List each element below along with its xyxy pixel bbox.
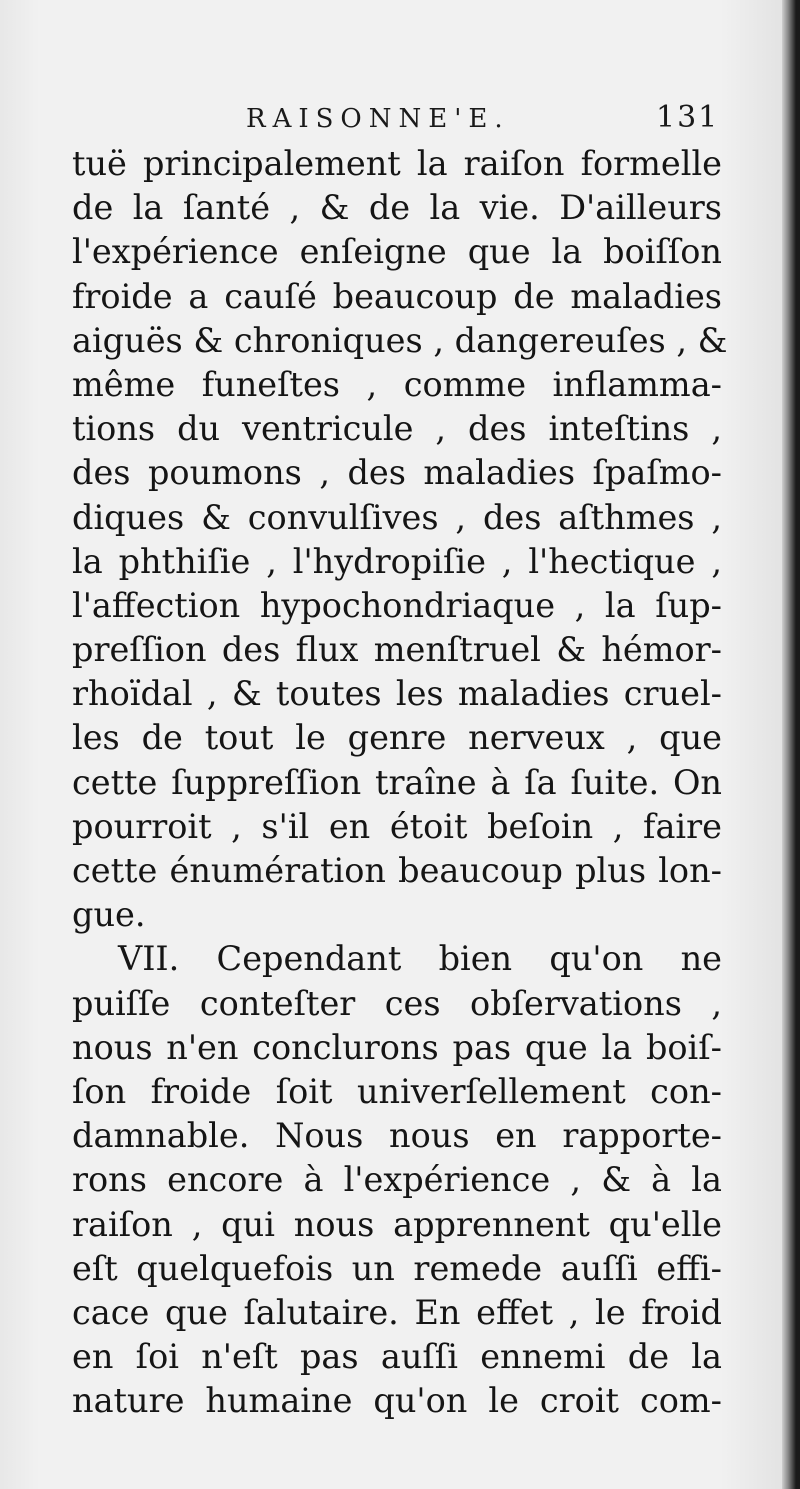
text-line: en ſoi n'eſt pas auſſi ennemi de la [72, 1337, 722, 1377]
page-edge-shadow [782, 0, 800, 1489]
running-head: RAISONNE'E. [246, 104, 510, 134]
page-header [0, 100, 782, 140]
text-line: nature humaine qu'on le croit com- [72, 1381, 722, 1421]
page-number: 131 [656, 100, 720, 135]
text-line: froide a cauſé beaucoup de maladies [72, 276, 722, 316]
body-text [72, 142, 728, 1423]
text-line: eſt quelquefois un remede auſſi effi- [72, 1248, 722, 1288]
text-line: nous n'en conclurons pas que la boiſ- [72, 1027, 722, 1067]
text-line: les de tout le genre nerveux , que [72, 718, 722, 758]
text-line: VII. Cependant bien qu'on ne [118, 939, 722, 979]
text-line: même funeſtes , comme inflamma- [72, 364, 722, 404]
text-line: diques & convulſives , des aſthmes , [72, 497, 722, 537]
text-line: raiſon , qui nous apprennent qu'elle [72, 1204, 722, 1244]
text-line: tuë principalement la raiſon formelle [72, 144, 722, 183]
text-line: gue. [72, 895, 146, 935]
text-line: ſon froide ſoit univerſellement con- [72, 1071, 722, 1111]
text-line: aiguës & chroniques , dangereuſes , & [72, 320, 728, 360]
text-line: preſſion des flux menſtruel & hémor- [72, 630, 722, 670]
text-line: puiſſe conteſter ces obſervations , [72, 983, 722, 1023]
text-line: rhoïdal , & toutes les maladies cruel- [72, 674, 722, 714]
text-line: la phthiſie , l'hydropiſie , l'hectique , [72, 541, 722, 581]
text-line: cette énumération beaucoup plus lon- [72, 851, 722, 890]
text-line: damnable. Nous nous en rapporte- [72, 1116, 722, 1156]
text-line: des poumons , des maladies ſpaſmo- [72, 453, 722, 493]
text-line: tions du ventricule , des inteſtins , [72, 409, 722, 449]
text-line: l'affection hypochondriaque , la ſup- [72, 585, 722, 625]
text-line: l'expérience enſeigne que la boiſſon [72, 232, 722, 272]
text-line: cette ſuppreſſion traîne à ſa ſuite. On [72, 762, 722, 802]
text-line: rons encore à l'expérience , & à la [72, 1160, 722, 1200]
text-line: pourroit , s'il en étoit beſoin , faire [72, 806, 722, 846]
text-line: de la ſanté , & de la vie. D'ailleurs [72, 188, 722, 228]
text-line: cace que ſalutaire. En effet , le froid [72, 1292, 722, 1332]
